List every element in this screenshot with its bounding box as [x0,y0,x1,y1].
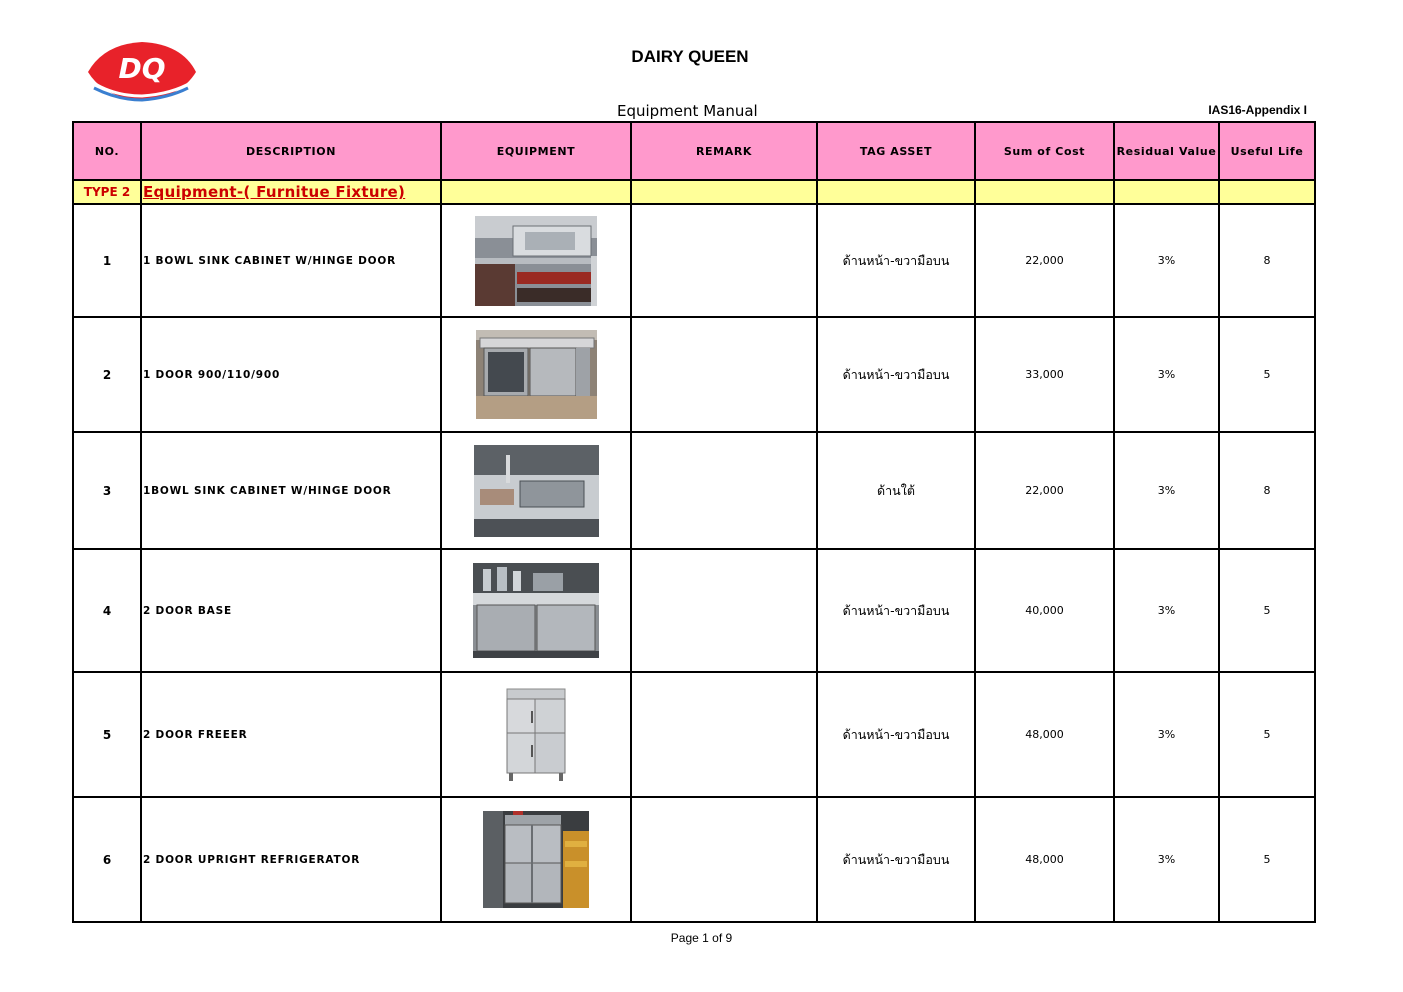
row-description: 1 BOWL SINK CABINET W/HINGE DOOR [141,204,441,317]
col-header-useful-life: Useful Life [1219,122,1315,180]
row-cost: 22,000 [975,432,1114,549]
col-header-residual-value: Residual Value [1114,122,1219,180]
type-number: TYPE 2 [73,180,141,204]
type-description: Equipment-( Furnitue Fixture) [141,180,441,204]
row-residual: 3% [1114,432,1219,549]
refrigerator-photo [483,811,589,908]
row-remark [631,672,817,797]
table-row [73,432,1315,549]
row-description: 2 DOOR FREEER [141,672,441,797]
col-header-tag-asset: TAG ASSET [817,122,975,180]
row-cost: 33,000 [975,317,1114,432]
row-description: 1BOWL SINK CABINET W/HINGE DOOR [141,432,441,549]
row-no: 2 [73,317,141,432]
row-residual: 3% [1114,672,1219,797]
page-subtitle: Equipment Manual [617,102,758,120]
row-tag-asset: ด้านใต้ [817,432,975,549]
row-life: 8 [1219,432,1315,549]
row-residual: 3% [1114,797,1219,922]
row-description: 2 DOOR BASE [141,549,441,672]
row-description: 1 DOOR 900/110/900 [141,317,441,432]
sink-cabinet-photo [475,216,597,306]
row-life: 5 [1219,797,1315,922]
row-tag-asset: ด้านหน้า-ขวามือบน [817,672,975,797]
row-tag-asset: ด้านหน้า-ขวามือบน [817,204,975,317]
row-tag-asset: ด้านหน้า-ขวามือบน [817,797,975,922]
col-header-equipment: EQUIPMENT [441,122,631,180]
row-residual: 3% [1114,204,1219,317]
row-cost: 40,000 [975,549,1114,672]
row-remark [631,797,817,922]
table-row [73,549,1315,672]
type-row [73,180,1315,204]
logo-text: DQ [118,52,166,85]
row-remark [631,204,817,317]
row-life: 8 [1219,204,1315,317]
table-row [73,797,1315,922]
row-no: 5 [73,672,141,797]
row-no: 3 [73,432,141,549]
row-cost: 48,000 [975,797,1114,922]
row-no: 6 [73,797,141,922]
row-life: 5 [1219,672,1315,797]
equipment-table [72,121,1316,923]
row-remark [631,549,817,672]
row-life: 5 [1219,549,1315,672]
col-header-no: NO. [73,122,141,180]
row-remark [631,317,817,432]
table-header-row [73,122,1315,180]
col-header-description: DESCRIPTION [141,122,441,180]
row-no: 1 [73,204,141,317]
row-life: 5 [1219,317,1315,432]
row-cost: 48,000 [975,672,1114,797]
one-door-counter-photo [476,330,597,419]
appendix-label: IAS16-Appendix I [1208,103,1307,117]
sink-photo [474,445,599,537]
row-residual: 3% [1114,549,1219,672]
col-header-remark: REMARK [631,122,817,180]
table-row [73,317,1315,432]
row-tag-asset: ด้านหน้า-ขวามือบน [817,549,975,672]
col-header-sum-of-cost: Sum of Cost [975,122,1114,180]
freezer-photo [501,687,571,783]
page-title: DAIRY QUEEN [631,47,749,66]
table-row [73,204,1315,317]
row-description: 2 DOOR UPRIGHT REFRIGERATOR [141,797,441,922]
row-residual: 3% [1114,317,1219,432]
row-no: 4 [73,549,141,672]
page-number: Page 1 of 9 [670,931,733,945]
row-tag-asset: ด้านหน้า-ขวามือบน [817,317,975,432]
row-cost: 22,000 [975,204,1114,317]
table-row [73,672,1315,797]
two-door-base-photo [473,563,599,658]
row-remark [631,432,817,549]
